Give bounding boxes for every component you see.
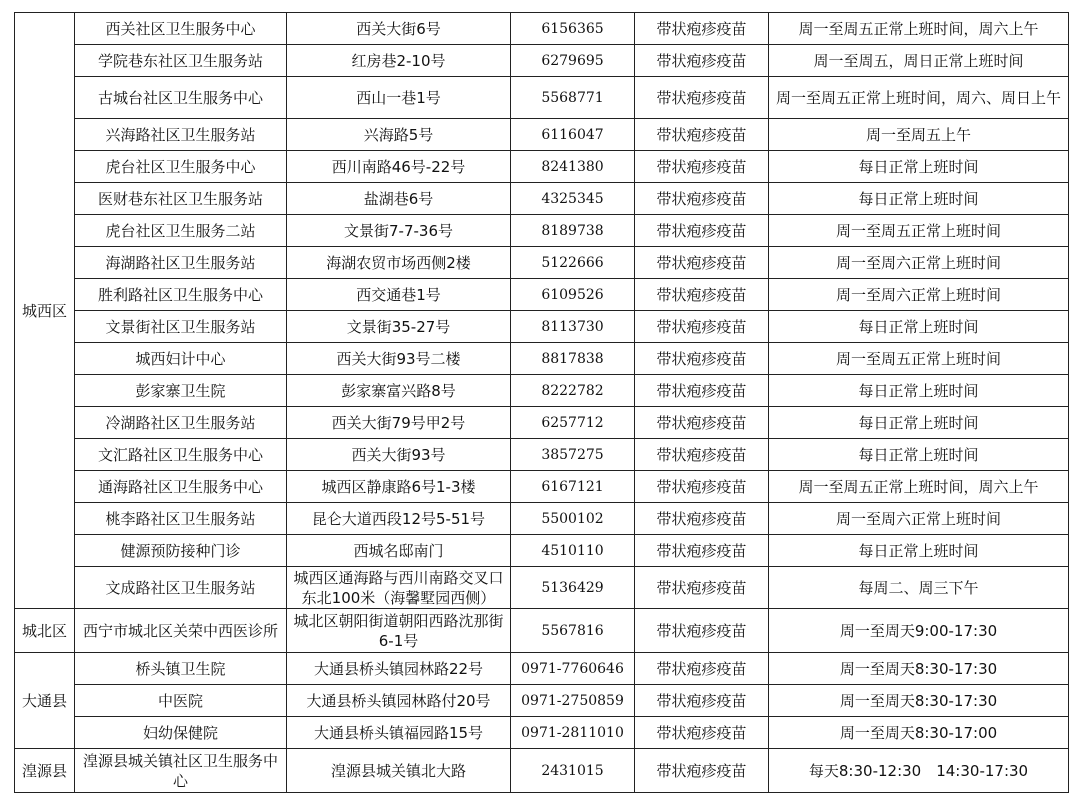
address-cell: 西关大街79号甲2号 <box>287 407 511 439</box>
address-cell: 大通县桥头镇园林路22号 <box>287 653 511 685</box>
vaccine-cell: 带状疱疹疫苗 <box>635 535 769 567</box>
address-cell: 西城名邸南门 <box>287 535 511 567</box>
facility-name-cell: 胜利路社区卫生服务中心 <box>75 279 287 311</box>
vaccine-cell: 带状疱疹疫苗 <box>635 215 769 247</box>
phone-cell: 8113730 <box>511 311 635 343</box>
district-cell: 城西区 <box>15 13 75 609</box>
table-row <box>15 685 1069 717</box>
address-cell: 兴海路5号 <box>287 119 511 151</box>
facility-name-cell: 学院巷东社区卫生服务站 <box>75 45 287 77</box>
hours-cell: 每天8:30-12:30 14:30-17:30 <box>769 749 1069 793</box>
hours-cell: 周一至周五正常上班时间，周六上午 <box>769 471 1069 503</box>
hours-cell: 每日正常上班时间 <box>769 183 1069 215</box>
table-row <box>15 609 1069 653</box>
phone-cell: 6116047 <box>511 119 635 151</box>
hours-cell: 周一至周天8:30-17:30 <box>769 685 1069 717</box>
vaccine-cell: 带状疱疹疫苗 <box>635 609 769 653</box>
table-row <box>15 503 1069 535</box>
phone-cell: 3857275 <box>511 439 635 471</box>
phone-cell: 0971-7760646 <box>511 653 635 685</box>
facility-name-cell: 文成路社区卫生服务站 <box>75 567 287 609</box>
facility-name-cell: 城西妇计中心 <box>75 343 287 375</box>
vaccine-cell: 带状疱疹疫苗 <box>635 119 769 151</box>
district-cell: 城北区 <box>15 609 75 653</box>
hours-cell: 周一至周五正常上班时间 <box>769 343 1069 375</box>
vaccine-cell: 带状疱疹疫苗 <box>635 343 769 375</box>
hours-cell: 每日正常上班时间 <box>769 439 1069 471</box>
vaccine-cell: 带状疱疹疫苗 <box>635 77 769 119</box>
vaccine-cell: 带状疱疹疫苗 <box>635 749 769 793</box>
phone-cell: 6279695 <box>511 45 635 77</box>
table-row <box>15 375 1069 407</box>
address-cell: 文景街35-27号 <box>287 311 511 343</box>
phone-cell: 6257712 <box>511 407 635 439</box>
vaccine-cell: 带状疱疹疫苗 <box>635 685 769 717</box>
phone-cell: 5568771 <box>511 77 635 119</box>
facility-name-cell: 古城台社区卫生服务中心 <box>75 77 287 119</box>
table-row <box>15 183 1069 215</box>
phone-cell: 6109526 <box>511 279 635 311</box>
facility-name-cell: 冷湖路社区卫生服务站 <box>75 407 287 439</box>
phone-cell: 5567816 <box>511 609 635 653</box>
table-row <box>15 311 1069 343</box>
hours-cell: 周一至周五正常上班时间，周六上午 <box>769 13 1069 45</box>
table-row <box>15 749 1069 793</box>
table-row <box>15 247 1069 279</box>
phone-cell: 2431015 <box>511 749 635 793</box>
hours-cell: 周一至周六正常上班时间 <box>769 279 1069 311</box>
address-cell: 文景街7-7-36号 <box>287 215 511 247</box>
address-cell: 西关大街93号 <box>287 439 511 471</box>
address-cell: 西关大街6号 <box>287 13 511 45</box>
table-row <box>15 279 1069 311</box>
hours-cell: 每日正常上班时间 <box>769 311 1069 343</box>
address-cell: 盐湖巷6号 <box>287 183 511 215</box>
facility-name-cell: 中医院 <box>75 685 287 717</box>
phone-cell: 4510110 <box>511 535 635 567</box>
phone-cell: 8241380 <box>511 151 635 183</box>
address-cell: 湟源县城关镇北大路 <box>287 749 511 793</box>
facility-name-cell: 医财巷东社区卫生服务站 <box>75 183 287 215</box>
vaccine-cell: 带状疱疹疫苗 <box>635 13 769 45</box>
table-row <box>15 407 1069 439</box>
address-cell: 西关大街93号二楼 <box>287 343 511 375</box>
vaccine-cell: 带状疱疹疫苗 <box>635 279 769 311</box>
facility-name-cell: 妇幼保健院 <box>75 717 287 749</box>
hours-cell: 周一至周六正常上班时间 <box>769 247 1069 279</box>
address-cell: 昆仑大道西段12号5-51号 <box>287 503 511 535</box>
hours-cell: 周一至周五上午 <box>769 119 1069 151</box>
address-cell: 城北区朝阳街道朝阳西路沈那街6-1号 <box>287 609 511 653</box>
phone-cell: 6167121 <box>511 471 635 503</box>
facility-name-cell: 桃李路社区卫生服务站 <box>75 503 287 535</box>
hours-cell: 周一至周五正常上班时间 <box>769 215 1069 247</box>
vaccination-sites-table <box>14 12 1069 793</box>
address-cell: 大通县桥头镇园林路付20号 <box>287 685 511 717</box>
facility-name-cell: 虎台社区卫生服务中心 <box>75 151 287 183</box>
phone-cell: 5136429 <box>511 567 635 609</box>
table-row <box>15 717 1069 749</box>
table-row <box>15 471 1069 503</box>
table-row <box>15 77 1069 119</box>
facility-name-cell: 西关社区卫生服务中心 <box>75 13 287 45</box>
phone-cell: 6156365 <box>511 13 635 45</box>
vaccine-cell: 带状疱疹疫苗 <box>635 183 769 215</box>
address-cell: 西山一巷1号 <box>287 77 511 119</box>
facility-name-cell: 虎台社区卫生服务二站 <box>75 215 287 247</box>
hours-cell: 每日正常上班时间 <box>769 535 1069 567</box>
vaccine-cell: 带状疱疹疫苗 <box>635 717 769 749</box>
vaccine-cell: 带状疱疹疫苗 <box>635 567 769 609</box>
table-row <box>15 343 1069 375</box>
hours-cell: 每日正常上班时间 <box>769 375 1069 407</box>
hours-cell: 周一至周五，周日正常上班时间 <box>769 45 1069 77</box>
district-cell: 湟源县 <box>15 749 75 793</box>
vaccine-cell: 带状疱疹疫苗 <box>635 247 769 279</box>
hours-cell: 每周二、周三下午 <box>769 567 1069 609</box>
hours-cell: 周一至周天8:30-17:30 <box>769 653 1069 685</box>
phone-cell: 8222782 <box>511 375 635 407</box>
vaccine-cell: 带状疱疹疫苗 <box>635 151 769 183</box>
district-cell: 大通县 <box>15 653 75 749</box>
hours-cell: 周一至周五正常上班时间，周六、周日上午 <box>769 77 1069 119</box>
facility-name-cell: 彭家寨卫生院 <box>75 375 287 407</box>
facility-name-cell: 文景街社区卫生服务站 <box>75 311 287 343</box>
table-row <box>15 151 1069 183</box>
phone-cell: 4325345 <box>511 183 635 215</box>
phone-cell: 5500102 <box>511 503 635 535</box>
address-cell: 城西区通海路与西川南路交叉口东北100米（海馨墅园西侧） <box>287 567 511 609</box>
vaccine-cell: 带状疱疹疫苗 <box>635 375 769 407</box>
phone-cell: 5122666 <box>511 247 635 279</box>
vaccine-cell: 带状疱疹疫苗 <box>635 407 769 439</box>
address-cell: 西川南路46号-22号 <box>287 151 511 183</box>
table-row <box>15 119 1069 151</box>
address-cell: 西交通巷1号 <box>287 279 511 311</box>
hours-cell: 每日正常上班时间 <box>769 151 1069 183</box>
vaccine-cell: 带状疱疹疫苗 <box>635 503 769 535</box>
vaccine-cell: 带状疱疹疫苗 <box>635 471 769 503</box>
phone-cell: 0971-2811010 <box>511 717 635 749</box>
facility-name-cell: 海湖路社区卫生服务站 <box>75 247 287 279</box>
vaccine-cell: 带状疱疹疫苗 <box>635 45 769 77</box>
vaccine-cell: 带状疱疹疫苗 <box>635 653 769 685</box>
facility-name-cell: 西宁市城北区关荣中西医诊所 <box>75 609 287 653</box>
address-cell: 大通县桥头镇福园路15号 <box>287 717 511 749</box>
facility-name-cell: 桥头镇卫生院 <box>75 653 287 685</box>
address-cell: 城西区静康路6号1-3楼 <box>287 471 511 503</box>
address-cell: 红房巷2-10号 <box>287 45 511 77</box>
facility-name-cell: 健源预防接种门诊 <box>75 535 287 567</box>
hours-cell: 周一至周天8:30-17:00 <box>769 717 1069 749</box>
table-row <box>15 439 1069 471</box>
vaccine-cell: 带状疱疹疫苗 <box>635 439 769 471</box>
hours-cell: 周一至周六正常上班时间 <box>769 503 1069 535</box>
table-row <box>15 535 1069 567</box>
vaccine-cell: 带状疱疹疫苗 <box>635 311 769 343</box>
table-row <box>15 653 1069 685</box>
table-row <box>15 215 1069 247</box>
phone-cell: 8817838 <box>511 343 635 375</box>
facility-name-cell: 兴海路社区卫生服务站 <box>75 119 287 151</box>
facility-name-cell: 通海路社区卫生服务中心 <box>75 471 287 503</box>
facility-name-cell: 文汇路社区卫生服务中心 <box>75 439 287 471</box>
table-row <box>15 13 1069 45</box>
hours-cell: 每日正常上班时间 <box>769 407 1069 439</box>
hours-cell: 周一至周天9:00-17:30 <box>769 609 1069 653</box>
address-cell: 彭家寨富兴路8号 <box>287 375 511 407</box>
table-row <box>15 567 1069 609</box>
phone-cell: 8189738 <box>511 215 635 247</box>
facility-name-cell: 湟源县城关镇社区卫生服务中心 <box>75 749 287 793</box>
table-row <box>15 45 1069 77</box>
phone-cell: 0971-2750859 <box>511 685 635 717</box>
address-cell: 海湖农贸市场西侧2楼 <box>287 247 511 279</box>
